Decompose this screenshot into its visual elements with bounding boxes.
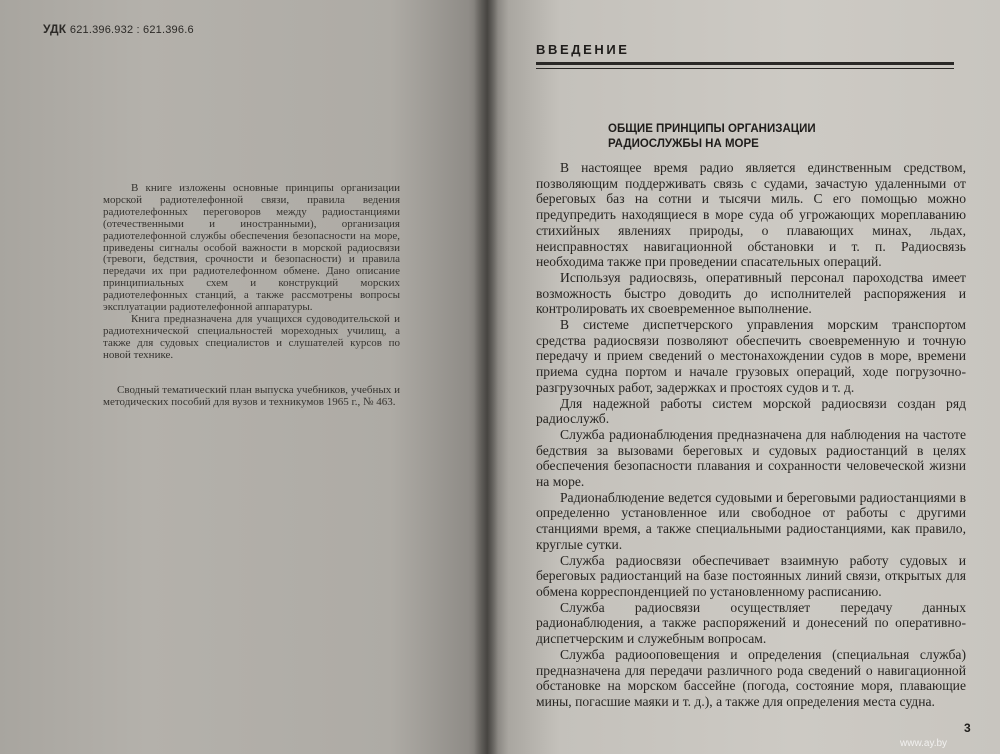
book-abstract <box>103 183 400 362</box>
plan-note-text: Сводный тематический план выпуска учебников, учебных и методических пособий для вузов и техникумов 1965 г., № 463. <box>103 384 400 408</box>
abstract-paragraph: Книга предназначена для учащихся судоводительской и радиотехнической специальностей мореходных училищ, а также для судовых специалистов и слушателей курсов по новой технике. <box>103 312 400 361</box>
udk-line <box>43 22 194 36</box>
left-page <box>0 0 488 754</box>
udk-codes: 621.396.932 : 621.396.6 <box>69 24 194 36</box>
body-paragraph: Служба радиооповещения и определения (специальная служба) предназначена для передачи различного рода сведений о навигационной обстановке на морском бассейне (погода, состояние моря, плавающие мины, погасшие маяки и т. д.), а также для определения места судна. <box>536 646 966 709</box>
body-paragraph: Радионаблюдение ведется судовыми и береговыми радиостанциями в определенно установленное или свободное от работы с другими станциями время, а также специальными радиостанциями, как правило, круглые сутки. <box>536 489 966 552</box>
body-paragraph: Служба радиосвязи обеспечивает взаимную работу судовых и береговых радиостанций на базе постоянных линий связи, открытых для обмена корреспонденцией по установленному расписанию. <box>536 552 966 599</box>
body-paragraph: Служба радионаблюдения предназначена для наблюдения на частоте бедствия за вызовами береговых и судовых радиостанций в целях обеспечения безопасности плавания и сохранности человеческой жизни на море. <box>536 426 966 490</box>
body-text <box>536 160 966 710</box>
body-paragraph: Используя радиосвязь, оперативный персонал пароходства имеет возможность быстро доводить до исполнителей распоряжения и контролировать их своевременное выполнение. <box>536 269 966 317</box>
body-paragraph: Для надежной работы систем морской радиосвязи создан ряд радиослужб. <box>536 395 966 427</box>
udk-label: УДК <box>43 22 67 36</box>
book-spine-shadow <box>474 0 498 754</box>
site-watermark: www.ay.by <box>900 738 948 749</box>
body-paragraph: В настоящее время радио является единственным средством, позволяющим поддерживать связь с судами, зачастую удаленными от береговых баз на сотни и тысячи миль. С его помощью можно предупредить находящиеся в море суда об угрожающих мореплаванию стихийных явлениях природы, о плавающих минах, льдах, неисправностях навигационной обстановки и т. п. Радиосвязь необходима также при проведении спасательных операций. <box>536 160 966 270</box>
abstract-paragraph: В книге изложены основные принципы организации морской радиотелефонной связи, правила ведения радиотелефонных переговоров между радиостанциями (отечественными и иностранными), организация радиотелефонной службы обеспечения безопасности на море, приведены сигналы особой важности в морской радиосвязи (тревоги, бедствия, срочности и безопасности) и правила передачи их при радиотелефонном обмене. Дано описание принципиальных схем и конструкций морских радиотелефонных станций, а также рассмотрены вопросы эксплуатации радиотелефонной аппаратуры. <box>103 182 400 314</box>
title-rule-thin <box>536 68 954 69</box>
right-page <box>488 0 1000 754</box>
chapter-subheading: ОБЩИЕ ПРИНЦИПЫ ОРГАНИЗАЦИИ РАДИОСЛУЖБЫ НА МОРЕ <box>608 123 816 150</box>
body-paragraph: В системе диспетчерского управления морским транспортом средства радиосвязи позволяют обеспечить своевременную и точную передачу и прием сведений о местонахождении судов в море, времени приема судна портом и начале грузовых операций, ходе погрузочно-разгрузочных работ, задержках и простоях судов и т. д. <box>536 317 966 395</box>
page-number: 3 <box>964 721 971 735</box>
publication-plan-note <box>103 385 400 409</box>
body-paragraph: Служба радиосвязи осуществляет передачу данных радионаблюдения, а также распоряжений и донесений по оперативно-диспетчерским и служебным вопросам. <box>536 599 966 647</box>
title-rule-thick <box>536 62 954 65</box>
section-title: ВВЕДЕНИЕ <box>536 42 630 57</box>
